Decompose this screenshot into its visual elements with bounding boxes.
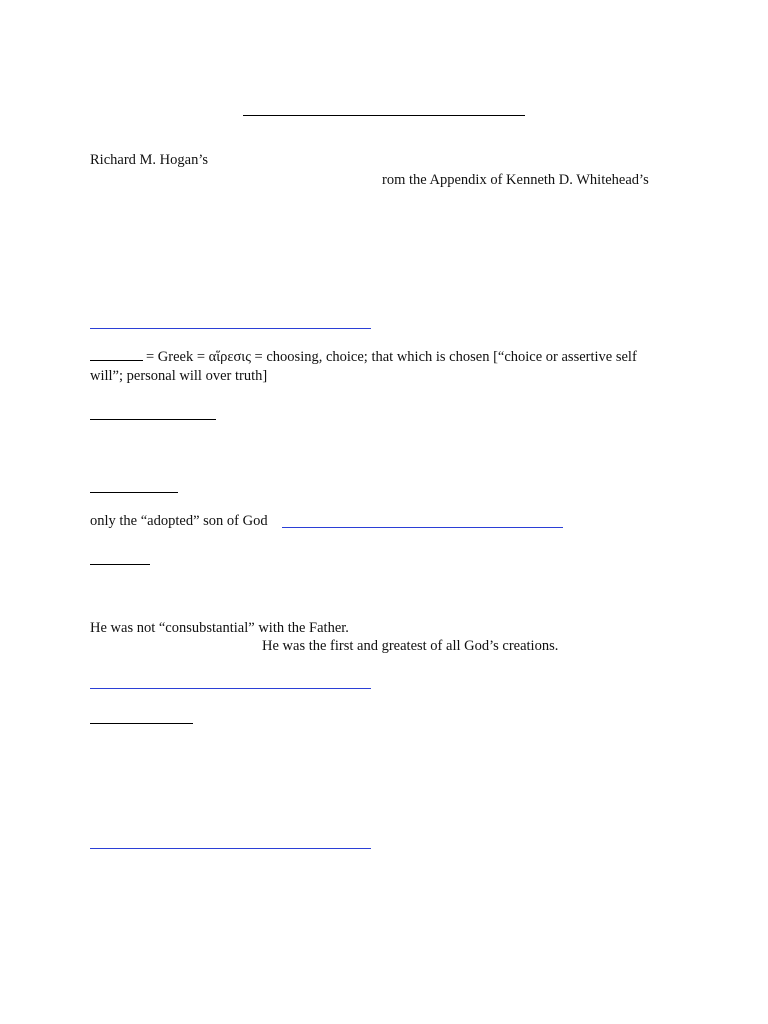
arianism-line-1: He was not “consubstantial” with the Father. [90, 620, 349, 636]
adoptionism-line: only the “adopted” son of God [90, 513, 268, 529]
section-rule-1 [90, 419, 216, 420]
section-heading-rule-arianism [90, 564, 150, 565]
term-blank [90, 348, 143, 361]
section-heading-rule-adoptionism [90, 492, 178, 493]
arianism-line-2: He was the first and greatest of all God’s creations. [262, 638, 559, 654]
link-underline-4[interactable] [90, 848, 371, 849]
link-underline-2[interactable] [282, 527, 563, 528]
link-underline-3[interactable] [90, 688, 371, 689]
title-rule [243, 115, 525, 116]
appendix-line: rom the Appendix of Kenneth D. Whitehead’s [382, 172, 649, 188]
heresy-definition-paragraph [90, 348, 660, 386]
link-underline-1[interactable] [90, 328, 371, 329]
intro-line: Richard M. Hogan’s [90, 152, 208, 168]
heresy-definition: = Greek = αἵρεσις = choosing, choice; that which is chosen [“choice or assertive self will”; personal will over truth] [90, 349, 637, 384]
section-heading-rule-3 [90, 723, 193, 724]
